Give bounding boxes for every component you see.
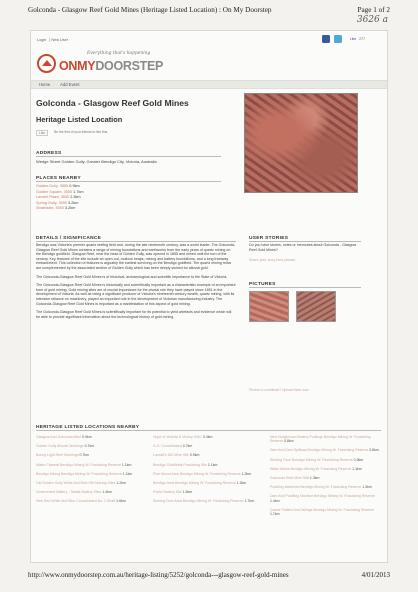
user-stories-text: Do you have stories, notes or memories about Golconda - Glasgow Reef Gold Mines? [249,243,357,252]
list-item[interactable]: Puddling Machines Bendigo Mining W. Fossicking Reserve 1.3km [270,485,372,490]
list-item[interactable]: Glasgow And Golconda Mine 0.9km [36,435,92,439]
list-item[interactable]: Old Golden Gully White And Blue Hill Sluicing Sites 1.2km [36,481,126,486]
details-paragraph: The Golconda-Glasgow Reef Gold Mines is of historical, archaeological and scientific importance to the State of Victoria. [36,274,228,279]
heritage-nearby-heading: HERITAGE LISTED LOCATIONS NEARBY [36,425,381,431]
new-user-link[interactable]: New User [51,38,69,42]
share-story-link[interactable]: Share your story here please. [249,258,297,262]
list-item[interactable]: Bendigo Area Bendigo Mining W. Fossicking Reserve 1.2km [153,481,247,486]
list-item[interactable]: Sluicing Face Bendigo Mining W. Fossicking Reserve 0.9km [270,457,364,462]
list-item[interactable]: Dam And Dam Spillway Bendigo Mining W. Fossicking Reserve 0.8km [270,448,379,453]
list-item[interactable]: Lansell Plaza, 3555 2.3km [36,195,81,200]
details-paragraph: The Golconda-Glasgow Reef Gold Mines is scientifically important for its potential to yield artefacts and evidence which will be able to provide significant information about the technological history of gold mining. [36,310,232,319]
house-logo-icon [37,54,56,73]
list-item[interactable]: Sluicing Dam Area Bendigo Mining W. Fossicking Reserve 1.7km [153,499,254,504]
site-logo[interactable] [37,50,197,74]
list-item[interactable]: Public Battery Site 1.5km [153,490,193,495]
aerial-photo [244,93,358,193]
upload-photos-link[interactable]: Photos to contribute? Upload them now. [249,388,310,392]
user-stories-heading: USER STORIES [249,236,361,242]
listing-subtitle: Heritage Listed Location [36,115,123,124]
details-paragraph: Bendigo was Victoria's premier quartz reefing field and, during the late nineteenth century, was a world leader. The Golconda-Glasgow Reef Gold Mines contains a range of mining foundations and earthworks from the early years of quartz mining on the Bendigo goldfield. Glasgow Reef, near the head of Golden Gully, was opened in 1855 and mined until the turn of the century. Key features of the site include an open-cut, mullock heaps, mining and battery foundations, and a long tramway embankment. This collection of features is arguably the earliest surviving on the Bendigo goldfield. The quartz mining relics are complemented by the associated section of Golden Gully which has been deeply sluiced for alluvial gold. [36,243,236,270]
heritage-nearby-list [36,435,381,521]
list-item[interactable]: Bendigo Goldfields Fossicking Site 1.1km [153,462,218,467]
list-item[interactable]: Water Channel Bendigo Mining W. Fossicking Reserve 1.1km [36,462,132,467]
facebook-icon[interactable] [322,35,330,43]
list-item[interactable]: Government Battery - Taldak Battery Sites 1.4km [36,490,112,495]
like-text: Be the first of your friends to like this. [54,130,109,134]
logo-wordmark: ONMYDOORSTEP [59,59,164,73]
list-item[interactable]: Water Mains Bendigo Mining W. Fossicking Reserve 1.1km [270,466,362,471]
web-page [30,30,388,563]
list-item[interactable]: New Hodgkinson Battery Footings Bendigo Mining W. Fossicking Reserve 0.8km [270,435,371,444]
list-item[interactable]: Dam And Puddling Machine Bendigo Mining W. Fossicking Reserve 1.4km [270,494,375,503]
list-item[interactable]: Bendigo Mining Bendigo Mining W. Fossicking Reserve 1.1km [36,471,133,476]
print-footer-date: 4/01/2013 [361,571,390,579]
print-page-title: Golconda - Glasgow Reef Gold Mines (Heritage Listed Location) : On My Doorstep [28,6,272,14]
like-box[interactable] [350,37,365,41]
list-item[interactable]: Quartz Pattern And Tailings Bendigo Mining W. Fossicking Reserve 1.7km [270,507,375,517]
list-item[interactable]: New Red White And Blue Consolidated No. 2 Shaft 1.6km [36,499,126,504]
login-link[interactable]: Login [37,38,47,42]
list-item[interactable]: Golden Gully, 3555 0.9km [36,184,80,188]
nav-add-event[interactable]: Add Event [60,82,80,87]
twitter-icon[interactable] [334,35,342,43]
list-item[interactable]: Boring Light Reef Workings 0.7km [36,453,90,458]
pictures-heading: PICTURES [249,282,361,288]
places-nearby-heading: PLACES NEARBY [36,176,221,182]
social-links [322,35,365,43]
address-text: Wedge Street Golden Gully, Greater Bendigo City, Victoria, Australia [36,159,157,164]
like-label: Like [349,37,357,41]
nav-home[interactable]: Home [39,82,51,87]
print-footer-url: http://www.onmydoorstep.com.au/heritage-listing/5252/golconda---glasgow-reef-gold-mines [28,571,289,579]
list-item[interactable]: G.G. Consolidated 0.7km [153,444,193,449]
details-body [36,243,236,323]
list-item[interactable]: Strathdale, 3550 3.2km [36,206,76,211]
list-item[interactable]: Lansell's 180 Mine Site 0.9km [153,453,200,458]
listing-title: Golconda - Glasgow Reef Gold Mines [36,98,189,108]
list-item[interactable]: Hope of Victoria & Victory GMC 0.4km [153,435,213,439]
list-item[interactable]: Pine Mount Area Bendigo Mining W. Fossicking Reserve 1.2km [153,471,252,476]
details-heading: DETAILS / SIGNIFICANCE [36,236,236,242]
print-page-number: Page 1 of 2 [357,6,390,14]
list-item[interactable]: Golden Gully Alluvial Workings 0.7km [36,444,95,449]
user-stories-body [249,243,361,263]
logo-tagline: Everything that's happening [87,51,151,56]
picture-thumbnail[interactable] [249,291,289,322]
places-nearby-list [36,184,84,212]
details-paragraph: The Golconda-Glasgow Reef Gold Mines is historically and scientifically important as a characteristic example of an important form of gold mining. Gold mining sites are of crucial importance for the pivotal role they have played since 1851 in the development of Victoria. As well as being a significant producer of Victoria's nineteenth century wealth, quartz mining, with its intensive reliance on machinery, played an important role in the development of Victorian manufacturing industry. The Golconda-Glasgow Reef Gold Mines is important as a manifestation of this aspect of gold mining. [36,283,236,306]
like-button[interactable]: Like [36,130,48,136]
picture-thumbnail[interactable] [296,291,336,322]
handwritten-note: 3626 a [356,15,388,25]
like-row [36,130,108,136]
main-nav [31,80,387,89]
list-item[interactable]: Golden Square, 3555 1.7km [36,189,84,194]
like-count: 277 [359,37,365,41]
list-item[interactable]: Spring Gully, 3550 3.2km [36,200,79,205]
address-heading: ADDRESS [36,151,221,157]
login-links: Login | New User [37,38,69,42]
list-item[interactable]: Golconda Reef Mine Site 1.3km [270,476,320,481]
